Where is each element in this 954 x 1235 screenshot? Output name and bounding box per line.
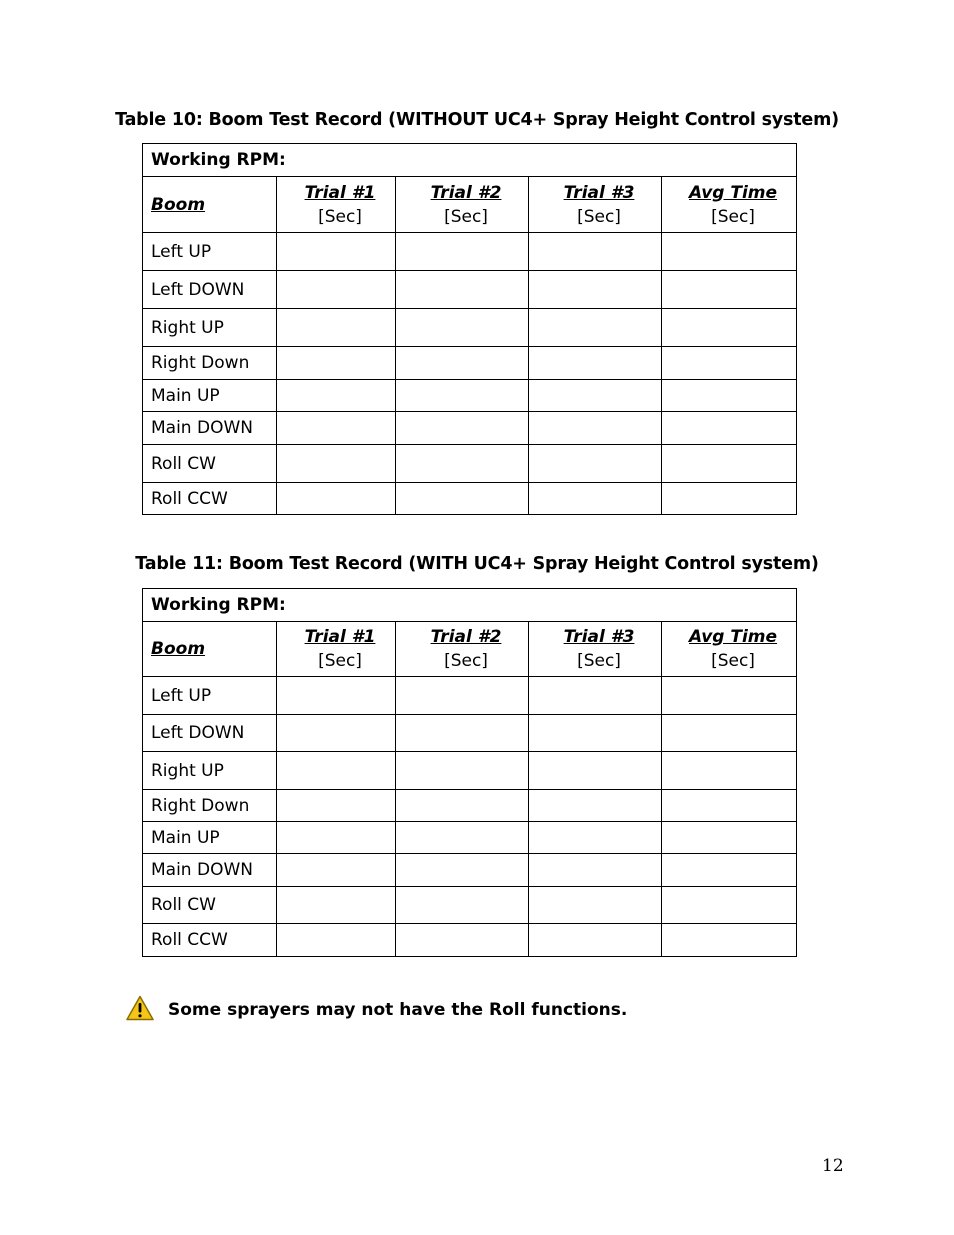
table-10-caption: Table 10: Boom Test Record (WITHOUT UC4+ Spray Height Control system) [115, 110, 839, 130]
entry-cell[interactable] [277, 887, 396, 924]
entry-cell[interactable] [529, 887, 662, 924]
table-row [143, 309, 797, 347]
entry-cell[interactable] [529, 309, 662, 347]
entry-cell[interactable] [277, 271, 396, 309]
entry-cell[interactable] [662, 715, 797, 752]
entry-cell[interactable] [277, 412, 396, 445]
trial-2-label: Trial #2 [430, 182, 502, 203]
row-label: Left DOWN [143, 271, 277, 309]
row-label: Roll CCW [143, 483, 277, 515]
entry-cell[interactable] [277, 677, 396, 715]
boom-header: Boom [143, 622, 277, 677]
entry-cell[interactable] [529, 790, 662, 822]
entry-cell[interactable] [529, 483, 662, 515]
entry-cell[interactable] [662, 887, 797, 924]
row-label: Roll CCW [143, 924, 277, 957]
entry-cell[interactable] [396, 752, 529, 790]
table-row [143, 445, 797, 483]
entry-cell[interactable] [662, 347, 797, 380]
warning-icon [126, 995, 154, 1025]
unit-label: [Sec] [444, 651, 488, 671]
unit-label: [Sec] [711, 651, 755, 671]
entry-cell[interactable] [396, 380, 529, 412]
entry-cell[interactable] [529, 924, 662, 957]
entry-cell[interactable] [396, 412, 529, 445]
row-label: Right UP [143, 752, 277, 790]
entry-cell[interactable] [396, 854, 529, 887]
entry-cell[interactable] [277, 752, 396, 790]
table-row [143, 380, 797, 412]
table-row [143, 752, 797, 790]
entry-cell[interactable] [529, 271, 662, 309]
row-label: Left UP [143, 233, 277, 271]
table-row [143, 790, 797, 822]
entry-cell[interactable] [662, 483, 797, 515]
unit-label: [Sec] [577, 206, 621, 227]
table-row [143, 822, 797, 854]
trial-3-label: Trial #3 [563, 627, 635, 647]
entry-cell[interactable] [277, 233, 396, 271]
avg-time-label: Avg Time [688, 627, 778, 647]
entry-cell[interactable] [662, 309, 797, 347]
trial-1-label: Trial #1 [304, 182, 376, 203]
entry-cell[interactable] [396, 887, 529, 924]
table-row [143, 483, 797, 515]
row-label: Left UP [143, 677, 277, 715]
table-row [143, 715, 797, 752]
entry-cell[interactable] [396, 309, 529, 347]
row-label: Main DOWN [143, 412, 277, 445]
roll-functions-note [126, 996, 627, 1024]
entry-cell[interactable] [662, 445, 797, 483]
row-label: Main UP [143, 380, 277, 412]
entry-cell[interactable] [529, 412, 662, 445]
entry-cell[interactable] [396, 271, 529, 309]
entry-cell[interactable] [396, 233, 529, 271]
trial-2-header [396, 622, 529, 677]
table-row [143, 677, 797, 715]
entry-cell[interactable] [277, 924, 396, 957]
table-row [143, 412, 797, 445]
table-10 [142, 143, 797, 515]
working-rpm-label: Working RPM: [143, 589, 797, 622]
entry-cell[interactable] [662, 822, 797, 854]
table-row [143, 347, 797, 380]
entry-cell[interactable] [396, 822, 529, 854]
trial-3-header [529, 622, 662, 677]
trial-1-header [277, 177, 396, 233]
avg-time-header [662, 622, 797, 677]
unit-label: [Sec] [444, 206, 488, 227]
entry-cell[interactable] [529, 380, 662, 412]
entry-cell[interactable] [396, 715, 529, 752]
entry-cell[interactable] [277, 854, 396, 887]
row-label: Left DOWN [143, 715, 277, 752]
entry-cell[interactable] [662, 924, 797, 957]
row-label: Right Down [143, 790, 277, 822]
table-row [143, 887, 797, 924]
entry-cell[interactable] [662, 233, 797, 271]
table-row [143, 854, 797, 887]
unit-label: [Sec] [318, 651, 362, 671]
unit-label: [Sec] [577, 651, 621, 671]
entry-cell[interactable] [396, 677, 529, 715]
entry-cell[interactable] [662, 677, 797, 715]
entry-cell[interactable] [396, 924, 529, 957]
entry-cell[interactable] [396, 445, 529, 483]
avg-time-header [662, 177, 797, 233]
trial-2-label: Trial #2 [430, 627, 502, 647]
entry-cell[interactable] [529, 233, 662, 271]
entry-cell[interactable] [277, 822, 396, 854]
table-row [143, 924, 797, 957]
note-text: Some sprayers may not have the Roll functions. [168, 1000, 628, 1020]
row-label: Right Down [143, 347, 277, 380]
trial-2-header [396, 177, 529, 233]
entry-cell[interactable] [529, 752, 662, 790]
trial-3-label: Trial #3 [563, 182, 635, 203]
entry-cell[interactable] [529, 677, 662, 715]
entry-cell[interactable] [662, 854, 797, 887]
entry-cell[interactable] [277, 483, 396, 515]
entry-cell[interactable] [277, 445, 396, 483]
table-row [143, 271, 797, 309]
trial-1-header [277, 622, 396, 677]
table-11-caption: Table 11: Boom Test Record (WITH UC4+ Spray Height Control system) [135, 554, 819, 574]
row-label: Roll CW [143, 445, 277, 483]
entry-cell[interactable] [529, 822, 662, 854]
trial-3-header [529, 177, 662, 233]
row-label: Right UP [143, 309, 277, 347]
entry-cell[interactable] [662, 380, 797, 412]
entry-cell[interactable] [396, 790, 529, 822]
entry-cell[interactable] [277, 309, 396, 347]
row-label: Main UP [143, 822, 277, 854]
boom-header: Boom [143, 177, 277, 233]
entry-cell[interactable] [396, 483, 529, 515]
entry-cell[interactable] [277, 715, 396, 752]
entry-cell[interactable] [277, 380, 396, 412]
avg-time-label: Avg Time [688, 182, 778, 203]
entry-cell[interactable] [529, 715, 662, 752]
working-rpm-label: Working RPM: [143, 144, 797, 177]
row-label: Roll CW [143, 887, 277, 924]
entry-cell[interactable] [529, 445, 662, 483]
entry-cell[interactable] [662, 752, 797, 790]
entry-cell[interactable] [277, 790, 396, 822]
entry-cell[interactable] [662, 271, 797, 309]
entry-cell[interactable] [529, 854, 662, 887]
entry-cell[interactable] [396, 347, 529, 380]
table-row [143, 233, 797, 271]
entry-cell[interactable] [277, 347, 396, 380]
entry-cell[interactable] [529, 347, 662, 380]
row-label: Main DOWN [143, 854, 277, 887]
unit-label: [Sec] [318, 206, 362, 227]
entry-cell[interactable] [662, 790, 797, 822]
table-11 [142, 588, 797, 957]
trial-1-label: Trial #1 [304, 627, 376, 647]
unit-label: [Sec] [711, 206, 755, 227]
entry-cell[interactable] [662, 412, 797, 445]
page-number: 12 [822, 1156, 844, 1176]
